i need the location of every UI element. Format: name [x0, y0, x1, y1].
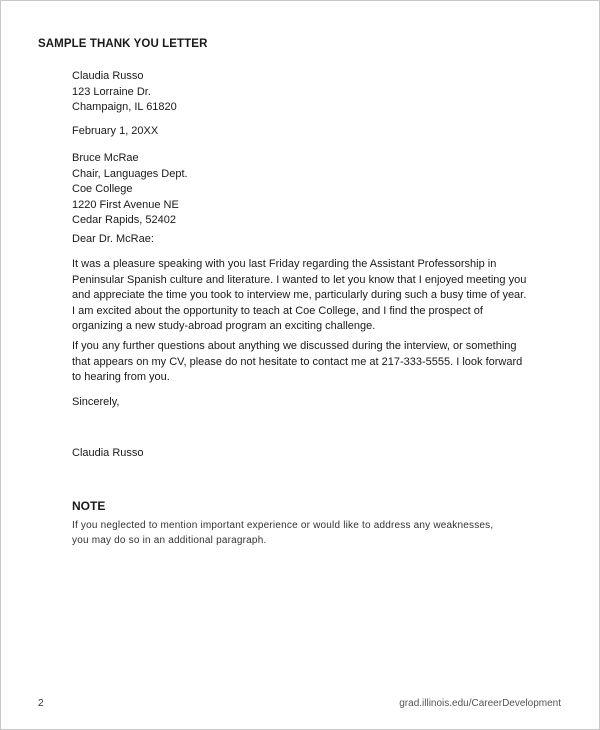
body-line: I am excited about the opportunity to teach at Coe College, and I find the prospect of — [72, 304, 483, 317]
page-number: 2 — [38, 698, 44, 709]
note-title: NOTE — [72, 499, 106, 513]
salutation: Dear Dr. McRae: — [72, 233, 154, 245]
recipient-street: 1220 First Avenue NE — [72, 198, 179, 211]
letter-date: February 1, 20XX — [72, 125, 159, 137]
recipient-city: Cedar Rapids, 52402 — [72, 214, 176, 226]
body-line: Peninsular Spanish culture and literature. I wanted to let you know that I enjoyed meeting you — [72, 273, 527, 286]
sender-address — [72, 69, 177, 116]
note-text — [72, 518, 493, 548]
sender-name: Claudia Russo — [72, 70, 144, 82]
recipient-title: Chair, Languages Dept. — [72, 167, 188, 180]
note-line: If you neglected to mention important experience or would like to address any weaknesses, — [72, 520, 494, 531]
closing: Sincerely, — [72, 396, 120, 408]
recipient-name: Bruce McRae — [72, 152, 139, 164]
sender-city: Champaign, IL 61820 — [72, 101, 177, 113]
signature-name: Claudia Russo — [72, 447, 144, 459]
recipient-org: Coe College — [72, 183, 133, 195]
body-line: and appreciate the time you took to interview me, particularly during such a busy time of year. — [72, 289, 527, 301]
body-line: that appears on my CV, please do not hesitate to contact me at 217-333-5555. I look forward — [72, 355, 523, 368]
page-heading: SAMPLE THANK YOU LETTER — [38, 38, 208, 50]
body-line: It was a pleasure speaking with you last Friday regarding the Assistant Professorship in — [72, 258, 497, 270]
body-line: to hearing from you. — [72, 371, 170, 383]
body-line: If you any further questions about anything we discussed during the interview, or something — [72, 340, 517, 352]
footer-url: grad.illinois.edu/CareerDevelopment — [399, 698, 561, 709]
note-line: you may do so in an additional paragraph. — [72, 535, 267, 546]
body-paragraph-2 — [72, 339, 522, 386]
body-paragraph-1 — [72, 257, 526, 335]
recipient-address — [72, 151, 188, 229]
body-line: organizing a new study-abroad program an exciting challenge. — [72, 320, 376, 332]
sender-street: 123 Lorraine Dr. — [72, 85, 151, 98]
